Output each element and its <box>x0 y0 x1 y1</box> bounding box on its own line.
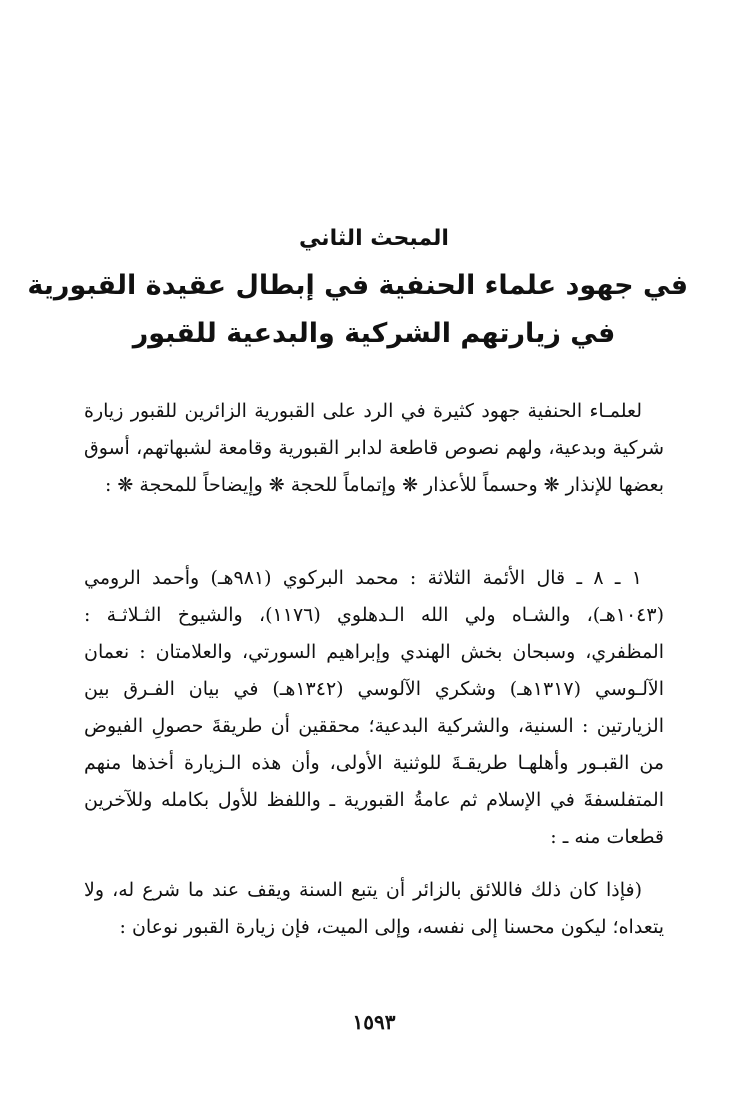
title-line-1: في جهود علماء الحنفية في إبطال عقيدة القبورية <box>27 270 688 301</box>
paragraph-intro <box>84 393 664 504</box>
paragraph-text: (فإذا كان ذلك فاللائق بالزائر أن يتبع السنة ويقف عند ما شرع له، ولا يتعداه؛ ليكون محسنا إلى نفسه، وإلى الميت، فإن زيارة القبور نوعان : <box>84 879 664 938</box>
paragraph-text: ١ ـ ٨ ـ قال الأئمة الثلاثة : محمد البركوي (٩٨١هـ) وأحمد الرومي (١٠٤٣هـ)، والشـاه ولي الله الـدهلوي (١١٧٦)، والشيوخ الثـلاثـة : المظفري، وسبحان بخش الهندي وإبراهيم السورتي، والعلامتان : نعمان الآلـوسي (١٣١٧هـ) وشكري الآلوسي (١٣٤٢هـ) في بيان الفـرق بين الزيارتين : السنية، والشركية البدعية؛ محققين أن طريقةَ حصولِ الفيوض من القبـور وأهلهـا طريقـةَ للوثنية الأولى، وأن هذه الـزيارة أخذها منهم المتفلسفةَ في الإسلام ثم عامةُ القبورية ـ واللفظ للأول بكامله وللآخرين قطعات منه ـ : <box>84 567 664 848</box>
paragraph-text: لعلمـاء الحنفية جهود كثيرة في الرد على القبورية الزائرين للقبور زيارة شركية وبدعية، ولهم نصوص قاطعة لدابر القبورية وقامعة لشبهاتهم، أسوق بعضها للإنذار ❋ وحسماً للأعذار ❋ وإتماماً للحجة ❋ وإيضاحاً للمحجة ❋ : <box>84 400 664 496</box>
paragraph-quote <box>84 872 664 946</box>
paragraph-quote-intro <box>84 560 664 856</box>
title-line-2: في زيارتهم الشركية والبدعية للقبور <box>132 318 616 349</box>
page-number: ١٥٩٣ <box>352 1010 396 1034</box>
section-heading: المبحث الثاني <box>299 226 449 251</box>
